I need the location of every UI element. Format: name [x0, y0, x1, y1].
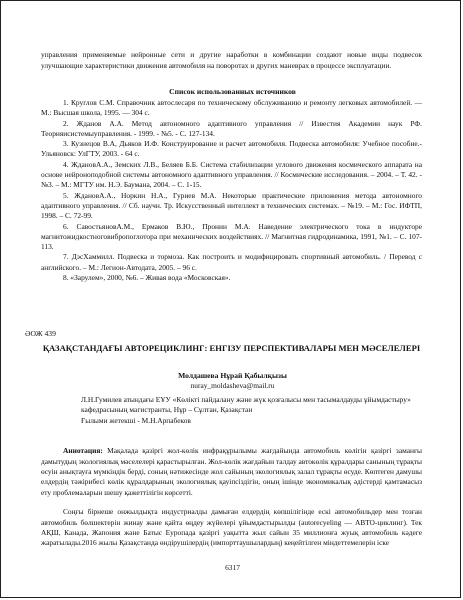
author-affiliation: Л.Н.Гумилев атындағы ЕҰУ «Көлікті пайдалану және жүк қозғалысы мен тасымалдауды ұйымдастыру» кафедрасының магистранты, Нұр – Сұлтан, Қазақстан — [81, 395, 411, 415]
article-title: ҚАЗАҚСТАНДАҒЫ АВТОРЕЦИКЛИНГ: ЕНГІЗУ ПЕРСПЕКТИВАЛАРЫ МЕН МӘСЕЛЕЛЕРІ — [42, 343, 421, 353]
abstract-text: Мақалада қазіргі жол-көлік инфрақұрылымы жағдайында автомобиль көлігін қазіргі заманғы дамытудың экологиялық мәселелері қарастырылған. Жол-көлік жағдайын талдау автокөлік құралдары санының тұрақты өсуін анықтауға мүмкіндік берді, соның нәтижесінде жол сайының экологиялық залал тұрақты өсуде. Көптеген дамушы елдердің тәжірибесі көлік құралдарының экологиялық қауіпсіздігін, оның ішінде экономикалық әдістерді қамтамасыз ету проблемаларын шешу қажеттілігін көрсетті. — [41, 446, 422, 497]
abstract-paragraph — [41, 446, 422, 497]
references-list — [41, 98, 422, 283]
reference-item: 5. ЖдановА.А., Норкин Н.А., Гуриев М.А. Некоторые практические приложения метода автономного адаптивного управления. // Сб. научн. Тр. Искусственный интеллект в технических системах. – №19. – М.: Гос. ИФТП, 1998. – С. 72-99. — [41, 190, 422, 221]
reference-item: 1. Круглов С.М. Справочник автослесаря по техническому обслуживанию и ремонту легковых автомобилей. — М.: Высшая школа, 1995. — 304 с. — [41, 98, 422, 118]
abstract-paragraph-2: Соңғы бірнеше онжылдықта индустриалды дамыған елдердің көпшілігінде ескі автомобильдер мен тозған автомобиль бөлшектерін жинау және қайта өңдеу жүйелері ұйымдастырылды (autorecyeling — АВТО-циклинг). Тек АҚШ, Канада, Жапония және Батыс Еуропада қазіргі уақытта жыл сайын 35 миллионға жуық автомобиль кәдеге жаратылады.2016 жылы Қазақстанда өндірушілердің (импорттаушылардың) кеңейтілген міндеттемелерін іске — [41, 507, 422, 548]
abstract-label: Аннотация: — [63, 446, 103, 456]
supervisor: Ғылыми жетекші - М.Н.Арпабеков — [81, 415, 191, 425]
reference-item: 2. Жданов А.А. Метод автономного адаптивного управления // Известия Академии наук РФ. Теорияисистемыуправления. - 1999. - №5. - С. 127-134. — [41, 118, 422, 138]
reference-item: 8. «Зарулем», 2000, №6. – Живая вода «Московская». — [63, 273, 231, 283]
author-block — [1, 371, 463, 392]
author-name: Молдашева Нұрай Қабылқызы — [178, 371, 287, 380]
reference-item: 4. ЖдановА.А., Земских Л.В., Беляев Б.Б. Система стабилизации углового движения космического аппарата на основе нейроноподобной системы автономного адаптивного управления. // Космические исследования. – 2004. – Т. 42. - №3. – М.: МГТУ им. Н.Э. Баумана, 2004. – С. 1-15. — [41, 159, 422, 190]
references-title: Список использованных источников — [169, 87, 296, 96]
reference-item: 7. ДэсХаммилл. Подвеска и тормоза. Как построить и модифицировать спортивный автомобиль. / Перевод с английского. – М.: Легион-Автодата, 2005. – 96 с. — [41, 252, 422, 272]
author-email: nuray_moldasheva@mail.ru — [190, 381, 275, 391]
affiliation-block — [81, 395, 411, 426]
reference-item: 6. СавостьяновА.М., Ермаков В.Ю., Пронин М.А. Наведение электрического тока в индукторе магнитожидкостноговибропоглотора при механических воздействиях. // Магнитная гидродинамика, 1991, №1. – С. 107-113. — [41, 221, 422, 252]
udk-code: ӘОЖ 439 — [25, 329, 56, 338]
page-number: 6317 — [225, 563, 240, 572]
intro-paragraph: управления применяемые нейронные сети и другие наработки в комбинации создают новые виды подвесок улучшающие характеристики движения автомобиля на поворотах и других маневрах в процессе эксплуатации. — [41, 50, 422, 70]
reference-item: 3. Кузнецов В.А, Дьяков И.Ф. Конструирование и расчет автомобиля. Подвеска автомобиля: Учебное пособие.- Ульяновск: УлГТУ, 2003. - 64 с. — [41, 139, 422, 159]
